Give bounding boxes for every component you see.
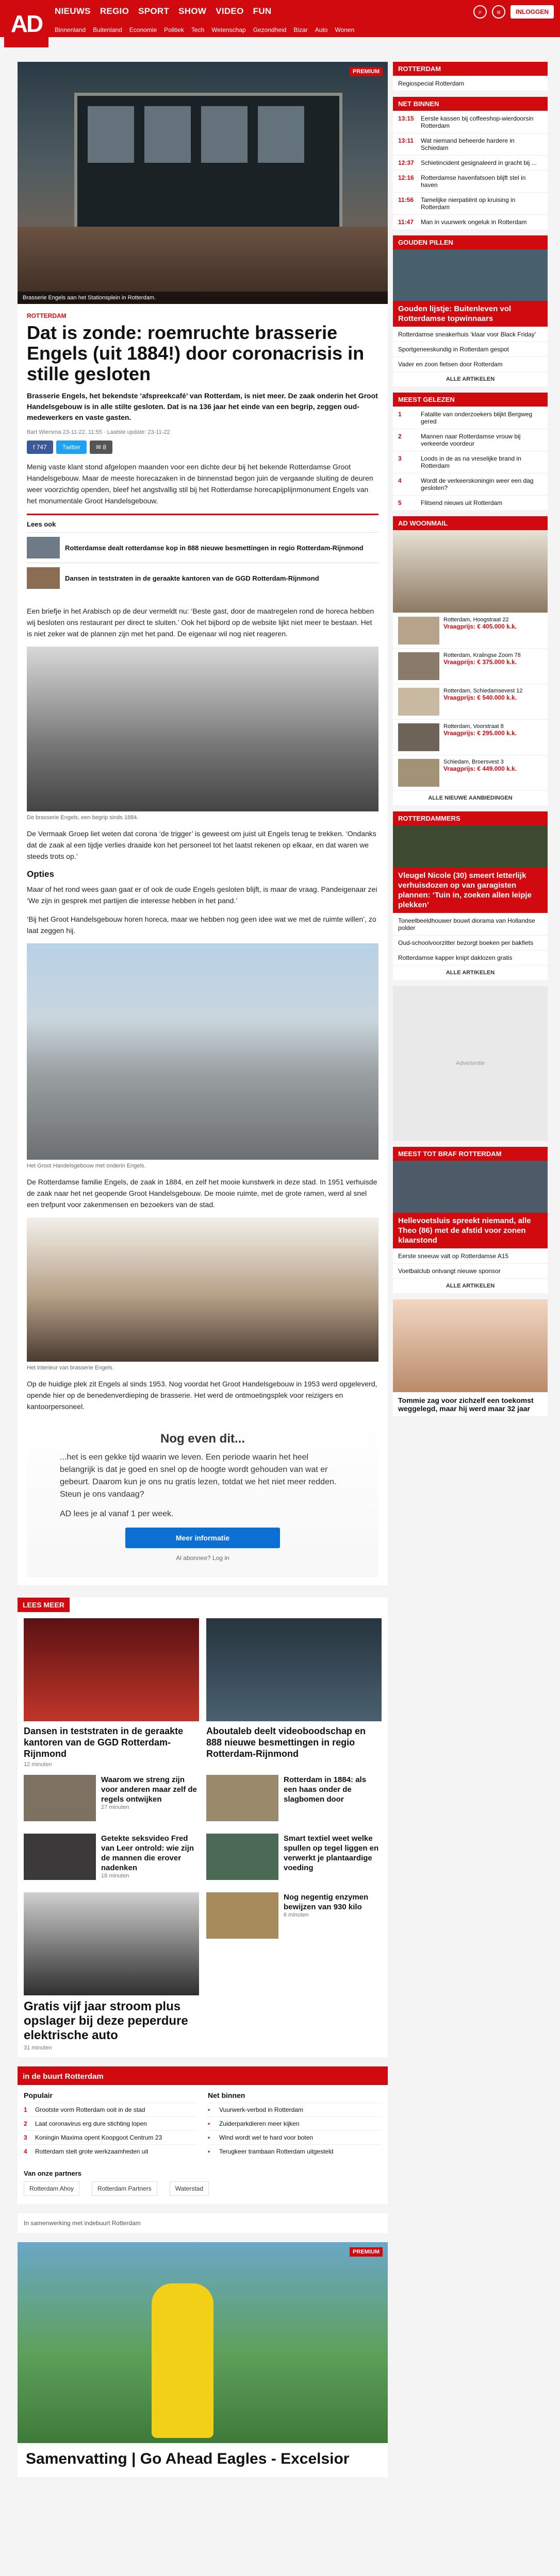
- row-image: [206, 1775, 278, 1821]
- golden-header: GOUDEN PILLEN: [393, 235, 548, 249]
- net-binnen-item[interactable]: • Vuurwerk-verbod in Rotterdam: [208, 2103, 382, 2116]
- alle-artikelen-link[interactable]: ALLE ARTIKELEN: [393, 1278, 548, 1293]
- photo-caption: De brasserie Engels, een begrip sinds 1884.: [27, 815, 139, 821]
- alle-artikelen-link[interactable]: ALLE ARTIKELEN: [393, 965, 548, 980]
- partner-credit[interactable]: In samenwerking met indebuurt Rotterdam: [18, 2213, 388, 2233]
- meest-gelezen-header: MEEST GELEZEN: [393, 393, 548, 406]
- sidebar-item[interactable]: Eerste sneeuw valt op Rotterdamse A15: [393, 1248, 548, 1263]
- house-item[interactable]: Rotterdam, Voorstraat 8 Vraagprijs: € 295.000 k.k.: [393, 719, 548, 755]
- more-info-button[interactable]: Meer informatie: [125, 1528, 280, 1548]
- search-icon[interactable]: ⌕: [473, 5, 487, 19]
- paragraph-5: ‘Bij het Groot Handelsgebouw horen horeca, maar we hebben nog geen idee wat we met de ruimte willen’, zo laat zeggen hij.: [27, 915, 376, 935]
- sidebar-item[interactable]: Tommie zag voor zichzelf een toekomst weggelegd, maar hij werd maar 32 jaar: [393, 1392, 548, 1416]
- populair-title: Populair: [24, 2091, 53, 2099]
- subnav-wonen[interactable]: Wonen: [335, 26, 355, 33]
- main-nav: [55, 0, 272, 23]
- partner-logo[interactable]: Waterstad: [170, 2181, 209, 2196]
- login-button[interactable]: INLOGGEN: [510, 5, 554, 19]
- subnav-bizar[interactable]: Bizar: [293, 26, 308, 33]
- login-link[interactable]: Al abonnee? Log in: [176, 1554, 229, 1562]
- card-title: Gratis vijf jaar stroom plus opslager bij deze peperdure elektrische auto: [24, 1999, 188, 2042]
- nav-item-nieuws[interactable]: NIEUWS: [55, 6, 91, 16]
- populair-item[interactable]: 4 Rotterdam stelt grote werkzaamheden uit: [24, 2144, 197, 2158]
- subnav-auto[interactable]: Auto: [315, 26, 328, 33]
- row-title: Smart textiel weet welke spullen op tegel liggen en verwerkt je plantaardige voeding: [284, 1834, 379, 1872]
- news-item[interactable]: 13:11 Wat niemand beheerde hardere in Schiedam: [393, 133, 548, 155]
- paywall-box: [27, 1421, 378, 1577]
- populair-item[interactable]: 3 Koningin Maxima opent Koopgoot Centrum 23: [24, 2130, 197, 2144]
- nav-actions: [467, 0, 560, 24]
- lees-meer-card[interactable]: [206, 1618, 382, 1768]
- regio-sub[interactable]: Regiospecial Rotterdam: [393, 76, 548, 91]
- subnav-politiek[interactable]: Politiek: [164, 26, 184, 33]
- row-title: Getekte seksvideo Fred van Leer ontrold: wie zijn de mannen die erover nadenken: [101, 1834, 194, 1872]
- share-bar: [27, 440, 378, 454]
- sidebar-item[interactable]: Rotterdamse sneakerhuis ‘klaar voor Black Friday’: [393, 327, 548, 342]
- subnav-economie[interactable]: Economie: [129, 26, 157, 33]
- row-image: [206, 1834, 278, 1880]
- article-meta: Bart Wiersma 23-11-22, 11:55 · Laatste update: 23-11-22: [27, 429, 170, 435]
- paragraph-6: De Rotterdamse familie Engels, de zaak in 1884, en zelf het mooie kunstwerk in deze stad. In 1951 verhuisde de zaak naar het net geopende Groot Handelsgebouw. De mooie ruimte, met de grote ramen, werd al snel een trefpunt voor zakenmensen en bezoekers van de stad.: [27, 1178, 377, 1209]
- lees-meer-row[interactable]: [24, 1834, 199, 1880]
- meest-item[interactable]: 5 Flitsend nieuws uit Rotterdam: [393, 495, 548, 510]
- sidebar-item[interactable]: Oud-schoolvoorzitter bezorgt boeken per bakfiets: [393, 935, 548, 950]
- top-navigation: [0, 0, 560, 37]
- subnav-wetenschap[interactable]: Wetenschap: [211, 26, 246, 33]
- nav-item-fun[interactable]: FUN: [253, 6, 272, 16]
- article-photo-2[interactable]: [27, 943, 378, 1160]
- net-binnen-item[interactable]: • Terugkeer trambaan Rotterdam uitgesteld: [208, 2144, 382, 2158]
- advertisement[interactable]: Advertentie: [393, 986, 548, 1141]
- lees-meer-row[interactable]: [206, 1775, 382, 1821]
- subnav-binnenland[interactable]: Binnenland: [55, 26, 86, 33]
- photo-caption: Het Groot Handelsgebouw met onderin Engels.: [27, 1163, 146, 1169]
- alle-aanbiedingen-link[interactable]: ALLE NIEUWE AANBIEDINGEN: [393, 790, 548, 805]
- sidebar-feature[interactable]: Hellevoetsluis spreekt niemand, alle Theo (86) met de afstid voor zonen klaarstond: [393, 1161, 548, 1248]
- row-title: Waarom we streng zijn voor anderen maar zelf de regels ontwijken: [101, 1775, 197, 1804]
- meest-item[interactable]: 3 Loods in de as na vreselijke brand in Rotterdam: [393, 451, 548, 473]
- row-image: [24, 1834, 96, 1880]
- article-lead: Brasserie Engels, het bekendste ‘afspreekcafé’ van Rotterdam, is niet meer. De zaak onderin het Groot Handelsgebouw is in alle stilte gesloten. Dat is na 136 jaar het einde van een begrip, zeggen oud-medewerkers en vaste gasten.: [27, 392, 378, 421]
- article: [18, 304, 388, 1585]
- lees-meer-row[interactable]: [206, 1892, 382, 2046]
- net-binnen-item[interactable]: • Wind wordt wel te hard voor boten: [208, 2130, 382, 2144]
- house-item[interactable]: Rotterdam, Hoogstraat 22 Vraagprijs: € 405.000 k.k.: [393, 613, 548, 648]
- nav-item-video[interactable]: VIDEO: [216, 6, 244, 16]
- facebook-share-button[interactable]: f 747: [27, 440, 53, 454]
- populair-item[interactable]: 1 Grootste vorm Rotterdam ooit in de stad: [24, 2103, 197, 2116]
- lees-meer-row[interactable]: [24, 1775, 199, 1821]
- promo-title: Samenvatting | Go Ahead Eagles - Excelsior: [26, 2450, 350, 2467]
- card-time: 31 minuten: [24, 2045, 52, 2051]
- meest-item[interactable]: 4 Wordt de verkeerskoningin weer een dag gesloten?: [393, 473, 548, 495]
- subnav-buitenland[interactable]: Buitenland: [93, 26, 122, 33]
- premium-badge: PREMIUM: [350, 2247, 383, 2257]
- lees-meer-card[interactable]: [24, 1618, 199, 1768]
- paragraph-4: Maar of het rond wees gaan gaat er of ook de oude Engels gesloten blijft, is maar de vraag. Pandeigenaar zei ‘We zijn in gesprek met partijen die interesse hebben in het pand.’: [27, 885, 377, 905]
- row-image: [206, 1892, 278, 1939]
- article-photo-1[interactable]: [27, 647, 378, 811]
- paragraph-2: Een briefje in het Arabisch op de deur vermeldt nu: ‘Beste gast, door de maatregelen rond de horeca hebben wij besloten ons restaurant per direct te sluiten.’ Ook het bijbord op de website lijkt niet meer te bestaan. Het is niet zeker wat de plannen zijn met het pand. De eigenaar wil nog niet reageren.: [27, 607, 374, 638]
- meest-item[interactable]: 1 Fatalite van onderzoekers blijkt Bergweg gered: [393, 406, 548, 429]
- lees-ook-link[interactable]: Rotterdamse dealt rotterdamse kop in 888 nieuwe besmettingen in regio Rotterdam-Rijnmond: [65, 544, 364, 552]
- house-item[interactable]: Rotterdam, Kralingse Zoom 78 Vraagprijs: € 375.000 k.k.: [393, 648, 548, 684]
- news-item[interactable]: 11:47 Man in vuurwerk ongeluk in Rotterdam: [393, 214, 548, 229]
- card-image: [206, 1618, 382, 1721]
- nav-item-show[interactable]: SHOW: [178, 6, 207, 16]
- net-binnen-header: NET BINNEN: [393, 97, 548, 111]
- lees-ook-link[interactable]: Dansen in teststraten in de geraakte kantoren van de GGD Rotterdam-Rijnmond: [65, 574, 319, 582]
- sidebar-feature-kid[interactable]: [393, 1299, 548, 1392]
- article-title: Dat is zonde: roemruchte brasserie Engels (uit 1884!) door coronacrisis in stille gesloten: [27, 322, 365, 384]
- hero-caption: Brasserie Engels aan het Stationsplein in Rotterdam.: [18, 292, 388, 304]
- promo-image: [18, 2242, 388, 2443]
- twitter-share-button[interactable]: Twitter: [56, 440, 87, 454]
- article-kicker[interactable]: ROTTERDAM: [27, 312, 67, 319]
- paywall-title: Nog even dit...: [160, 1432, 245, 1446]
- partners-title: Van onze partners: [24, 2170, 81, 2177]
- premium-badge: PREMIUM: [350, 67, 383, 76]
- nav-item-sport[interactable]: SPORT: [138, 6, 170, 16]
- house-item[interactable]: Rotterdam, Schiedamsevest 12 Vraagprijs: € 540.000 k.k.: [393, 684, 548, 719]
- lees-ook-item[interactable]: [27, 563, 378, 593]
- in-de-buurt-header: in de buurt Rotterdam: [18, 2068, 388, 2085]
- tbd-header: MEEST TOT BRAF ROTTERDAM: [393, 1147, 548, 1161]
- in-de-buurt-section: [18, 2066, 388, 2204]
- row-time: 27 minuten: [101, 1804, 129, 1810]
- sidebar-item[interactable]: Toneelbeeldhouwer bouwt diorama van Hollandse polder: [393, 913, 548, 935]
- lees-ook-thumbnail: [27, 567, 60, 589]
- card-time: 12 minuten: [24, 1761, 52, 1768]
- lees-ook-title: Lees ook: [27, 520, 56, 528]
- section-heading: Opties: [27, 869, 54, 879]
- card-title: Dansen in teststraten in de geraakte kantoren van de GGD Rotterdam-Rijnmond: [24, 1726, 184, 1759]
- net-binnen-title: Net binnen: [208, 2091, 245, 2099]
- row-image: [24, 1775, 96, 1821]
- lees-meer-section: [18, 1598, 388, 2057]
- news-item[interactable]: 12:16 Rotterdamse havenfatsoen blijft stel in haven: [393, 170, 548, 192]
- news-item[interactable]: 11:56 Tamelijke nierpatiënt op kruising in Rotterdam: [393, 192, 548, 214]
- populair-item[interactable]: 2 Laat coronavirus erg dure stichting lopen: [24, 2116, 197, 2130]
- row-title: Nog negentig enzymen bewijzen van 930 kilo: [284, 1893, 369, 1911]
- lees-ook-item[interactable]: [27, 532, 378, 563]
- sidebar-item[interactable]: Rotterdamse kapper knipt daklozen gratis: [393, 950, 548, 965]
- sidebar-item[interactable]: Vader en zoon fietsen door Rotterdam: [393, 357, 548, 371]
- paragraph-1: Menig vaste klant stond afgelopen maanden voor een dichte deur bij het bekende Rotterdamse Groot Handelsgebouw. Maar de meeste horecazaken in de binnenstad begon juin de vergaande sluiting de deuren weer voorzichtig openden, bleef het angstvallig stil bij het Rotterdamse horecapijplijnmonument Engels van het monumentale Groot Handelsgebouw.: [27, 463, 373, 505]
- card-image: [24, 1892, 199, 1995]
- news-item[interactable]: 13:15 Eerste kassen bij coffeeshop-wierdoorsin Rotterdam: [393, 111, 548, 133]
- partner-logo[interactable]: Rotterdam Ahoy: [24, 2181, 79, 2196]
- subnav-gezondheid[interactable]: Gezondheid: [253, 26, 287, 33]
- net-binnen-item[interactable]: • Zuiderparkdieren meer kijken: [208, 2116, 382, 2130]
- lees-meer-row[interactable]: [206, 1834, 382, 1880]
- card-title: Aboutaleb deelt videoboodschap en 888 nieuwe besmettingen in regio Rotterdam-Rijnmond: [206, 1726, 366, 1759]
- subnav-tech[interactable]: Tech: [191, 26, 205, 33]
- lees-meer-header: LEES MEER: [18, 1598, 70, 1612]
- sidebar-feature[interactable]: Gouden lijstje: Buitenleven vol Rotterdamse topwinnaars: [393, 249, 548, 327]
- ad-logo[interactable]: AD: [4, 0, 48, 47]
- sidebar-item[interactable]: Voetbalclub ontvangt nieuwe sponsor: [393, 1263, 548, 1278]
- lees-ook-thumbnail: [27, 537, 60, 558]
- menu-icon[interactable]: ≡: [492, 5, 505, 19]
- main-column: [18, 62, 388, 2477]
- paywall-text: ...het is een gekke tijd waarin we leven. Een periode waarin het heel belangrijk is dat je goed en snel op de hoogte wordt gehouden van wat er gebeurt. Daarom kun je ons nu gratis lezen, totdat we het niet meer redden. Steun je ons vandaag?: [60, 1453, 337, 1499]
- row-time: 18 minuten: [101, 1873, 129, 1879]
- woonmail-header: AD WOONMAIL: [393, 516, 548, 530]
- regio-header[interactable]: ROTTERDAM: [393, 62, 548, 76]
- mail-share-button[interactable]: ✉ 8: [90, 440, 112, 454]
- hero-photo[interactable]: [18, 62, 388, 304]
- row-time: 6 minuten: [284, 1912, 309, 1918]
- paragraph-7: Op de huidige plek zit Engels al sinds 1953. Nog voordat het Groot Handelsgebouw in 1953 werd opgeleverd, opende hier op de benedenverdieping de brasserie. Het werd de ontmoetingsplek voor reizigers en kantoorpersoneel.: [27, 1380, 377, 1411]
- paragraph-3: De Vermaak Groep liet weten dat corona ‘de trigger’ is geweest om juist uit Engels terug te trekken. ‘Ondanks dat de zaak al een tijdje verlies draaide kon het personeel tot het laatst rekenen op elkaar, en dat waren we steeds trots op.’: [27, 829, 376, 860]
- photo-caption: Het interieur van brasserie Engels.: [27, 1365, 114, 1371]
- video-promo[interactable]: [18, 2242, 388, 2477]
- partner-logo[interactable]: Rotterdam Partners: [92, 2181, 157, 2196]
- lees-ook-box: [27, 514, 378, 598]
- news-item[interactable]: 12:37 Schietincident gesignaleerd in gracht bij ...: [393, 155, 548, 170]
- alle-artikelen-link[interactable]: ALLE ARTIKELEN: [393, 371, 548, 386]
- sidebar-feature[interactable]: Vleugel Nicole (30) smeert letterlijk verhuisdozen op van garagisten plannen: ‘Tuin in, zoeken allen leipje plekken’: [393, 825, 548, 913]
- house-feature-image[interactable]: [393, 530, 548, 613]
- house-item[interactable]: Schiedam, Broersvest 3 Vraagprijs: € 449.000 k.k.: [393, 755, 548, 790]
- row-title: Rotterdam in 1884: als een haas onder de slagbomen door: [284, 1775, 367, 1804]
- sidebar-item[interactable]: Sportgeneeskundig in Rotterdam gespot: [393, 342, 548, 357]
- lees-meer-card[interactable]: [24, 1892, 199, 2051]
- card-image: [24, 1618, 199, 1721]
- sidebar: [393, 62, 548, 2477]
- sub-nav: [55, 24, 354, 36]
- article-photo-3[interactable]: [27, 1217, 378, 1362]
- nav-item-regio[interactable]: REGIO: [100, 6, 129, 16]
- meest-item[interactable]: 2 Mannen naar Rotterdamse vrouw bij verkeerde voordeur: [393, 429, 548, 451]
- rotterdammers-header: ROTTERDAMMERS: [393, 811, 548, 825]
- paywall-signoff: AD lees je al vanaf 1 per week.: [60, 1510, 174, 1518]
